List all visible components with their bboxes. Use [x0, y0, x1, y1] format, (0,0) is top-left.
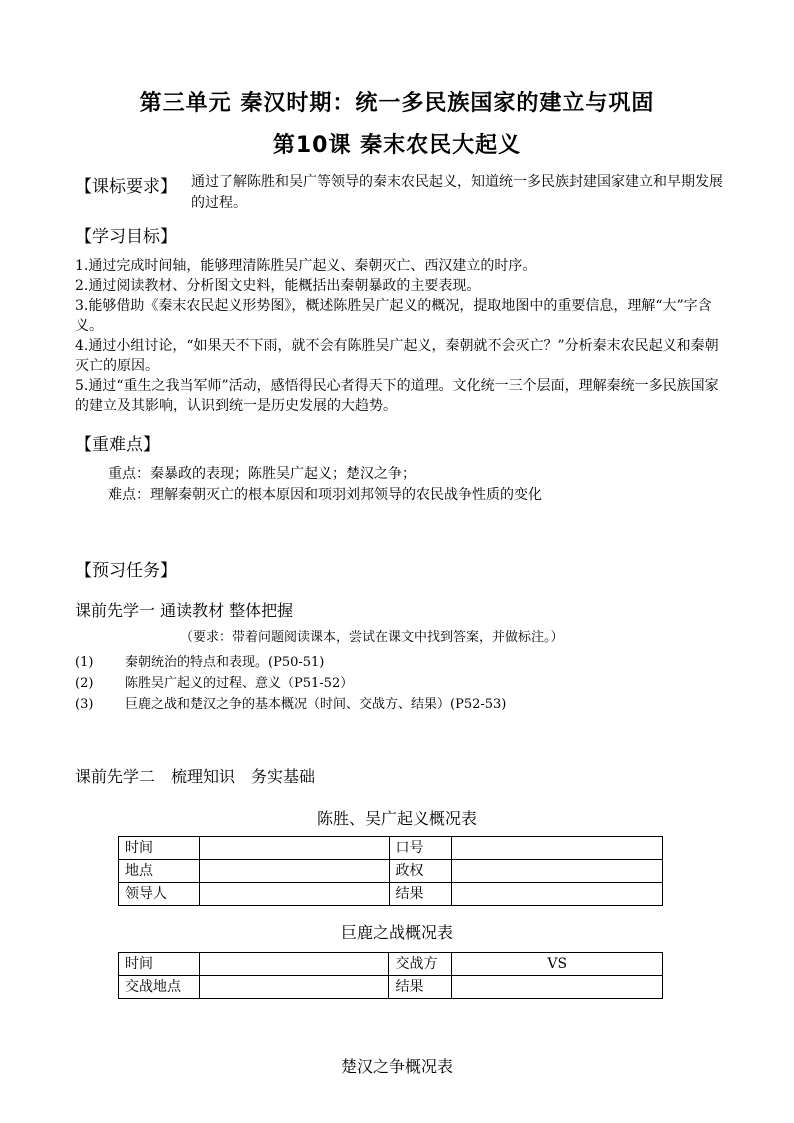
table-cell: 结果: [389, 883, 452, 906]
table-cell: [199, 953, 389, 976]
table-row: [119, 837, 663, 860]
table-cell: 地点: [119, 860, 200, 883]
table-cell: [199, 883, 389, 906]
goals-list: [75, 256, 725, 416]
table1-title: 陈胜、吴广起义概况表: [316, 809, 477, 828]
standard-label: 【课标要求】: [75, 177, 177, 197]
table-cell: [199, 976, 389, 999]
part1-note: （要求：带着问题阅读课本，尝试在课文中找到答案，并做标注。）: [180, 630, 564, 645]
list-item-number: (2): [75, 676, 94, 691]
table-row: [119, 976, 663, 999]
list-item-number: (1): [75, 655, 94, 670]
table-cell: [199, 860, 389, 883]
list-item: [75, 673, 725, 694]
standard-text: 通过了解陈胜和吴广等领导的秦末农民起义，知道统一多民族封建国家建立和早期发展的过程。: [191, 174, 723, 211]
goal-item: 5.通过“重生之我当军师”活动，感悟得民心者得天下的道理。文化统一三个层面，理解秦统一多民族国家的建立及其影响，认识到统一是历史发展的大趋势。: [75, 378, 719, 414]
table-cell: 政权: [389, 860, 452, 883]
key-focus: 重点：秦暴政的表现；陈胜吴广起义；楚汉之争；: [108, 466, 416, 482]
part1-title: 课前先学一 通读教材 整体把握: [75, 601, 294, 620]
goal-item: 4.通过小组讨论，“如果天不下雨，就不会有陈胜吴广起义，秦朝就不会灭亡？”分析秦末农民起义和秦朝灭亡的原因。: [75, 338, 719, 374]
key-points-label: 【重难点】: [75, 435, 160, 455]
goal-item: 3.能够借助《秦末农民起义形势图》，概述陈胜吴广起义的概况，提取地图中的重要信息，理解“大”字含义。: [75, 298, 712, 334]
table2-title: 巨鹿之战概况表: [340, 923, 453, 942]
table-cell: [452, 976, 663, 999]
unit-title: 第三单元 秦汉时期：统一多民族国家的建立与巩固: [139, 91, 655, 116]
table-row: [119, 860, 663, 883]
part1-list: [75, 652, 725, 715]
table3-title: 楚汉之争概况表: [340, 1057, 453, 1076]
list-item: [75, 694, 725, 715]
list-item-number: (3): [75, 697, 94, 712]
table-cell: 口号: [389, 837, 452, 860]
table-cell: [452, 883, 663, 906]
table1: [118, 836, 663, 906]
goals-label: 【学习目标】: [75, 227, 177, 247]
table-cell: [452, 837, 663, 860]
list-item-text: 巨鹿之战和楚汉之争的基本概况（时间、交战方、结果）(P52-53): [125, 697, 507, 712]
table2: [118, 952, 663, 999]
table-cell: 时间: [119, 953, 200, 976]
key-points: [108, 464, 542, 506]
list-item-text: 陈胜吴广起义的过程、意义（P51-52）: [125, 676, 354, 691]
lesson-title: 第10课 秦末农民大起义: [272, 133, 522, 158]
table-cell: 交战地点: [119, 976, 200, 999]
table-cell: VS: [452, 953, 663, 976]
table-cell: [199, 837, 389, 860]
preview-label: 【预习任务】: [75, 561, 177, 581]
table-cell: 结果: [389, 976, 452, 999]
table-row: [119, 953, 663, 976]
part2-title: 课前先学二 梳理知识 务实基础: [75, 767, 316, 786]
table-cell: 领导人: [119, 883, 200, 906]
table-cell: 时间: [119, 837, 200, 860]
list-item-text: 秦朝统治的特点和表现。(P50-51): [125, 655, 325, 670]
goal-item: 2.通过阅读教材、分析图文史料，能概括出秦朝暴政的主要表现。: [75, 278, 481, 294]
table-row: [119, 883, 663, 906]
list-item: [75, 652, 725, 673]
table-cell: 交战方: [389, 953, 452, 976]
goal-item: 1.通过完成时间轴，能够理清陈胜吴广起义、秦朝灭亡、西汉建立的时序。: [75, 258, 537, 274]
key-difficulty: 难点：理解秦朝灭亡的根本原因和项羽刘邦领导的农民战争性质的变化: [108, 487, 542, 503]
table-cell: [452, 860, 663, 883]
